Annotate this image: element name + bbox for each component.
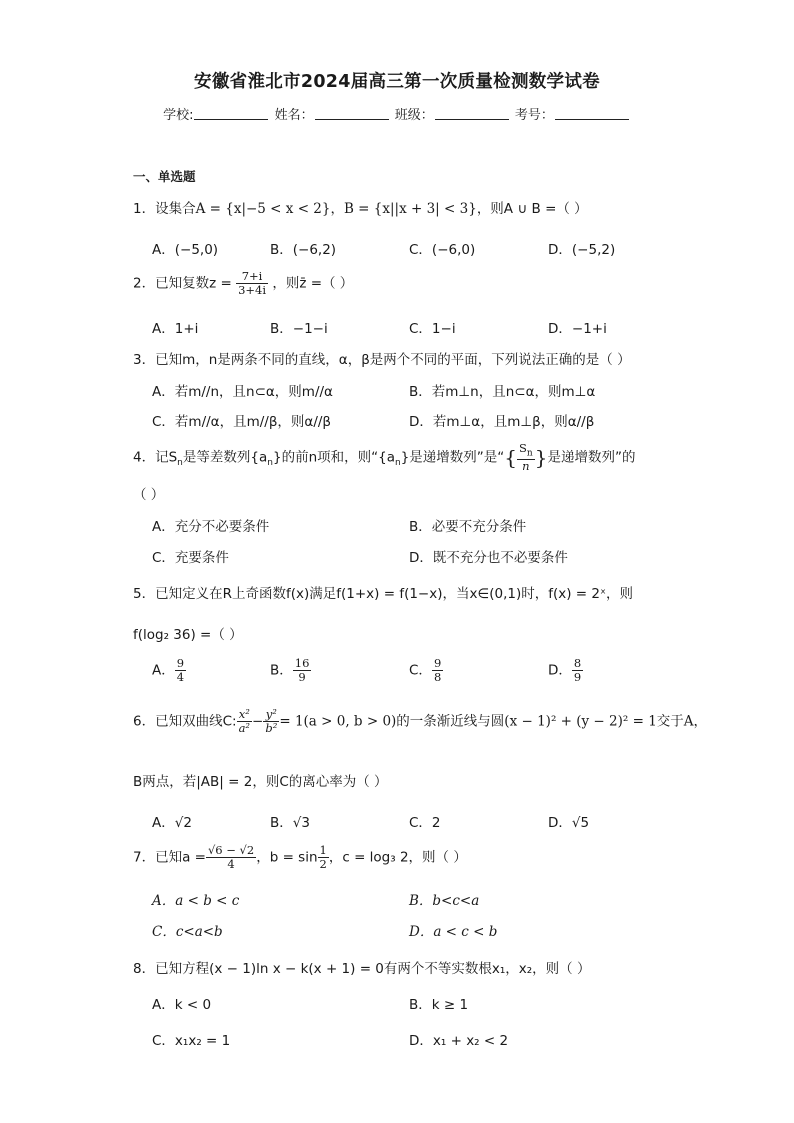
question-2-option-b[interactable]: B．−1−i [270, 321, 328, 337]
question-5-stem: 5．已知定义在R上奇函数f(x)满足f(1+x) = f(1−x)，当x∈(0,1)时，f(x) = 2ˣ，则 [133, 586, 633, 602]
number-blank[interactable] [555, 107, 629, 120]
fraction: $\frac{S_n}{n}$ [519, 441, 533, 473]
question-2-option-d[interactable]: D．−1+i [548, 321, 607, 337]
question-8-option-a[interactable]: A．k < 0 [152, 997, 212, 1013]
question-8-option-d[interactable]: D．x₁ + x₂ < 2 [409, 1033, 509, 1049]
question-6-option-c[interactable]: C．2 [409, 815, 441, 831]
question-4-option-d[interactable]: D．既不充分也不必要条件 [409, 550, 568, 566]
question-3-stem: 3．已知m，n是两条不同的直线，α，β是两个不同的平面，下列说法正确的是（ ） [133, 352, 631, 368]
question-4-stem: 4．记$S_n$是等差数列$\{a_n\}$的前n项和，则“$\{a_n\}$是递增数列”是“{ $\frac{S_n}{n}$ }是递增数列”的 [133, 441, 636, 473]
question-6-stem-continued: B两点，若|AB| = 2，则C的离心率为（ ） [133, 774, 388, 790]
question-2-stem: 2．已知复数z = $\frac{7+i}{3+4i}$ ，则z̄ =（ ） [133, 269, 354, 298]
fraction: $\frac{\text{x²}}{\text{a²}}$ [238, 707, 251, 736]
fraction: $\frac{7+i}{3+4i}$ [238, 269, 267, 298]
question-8-option-b[interactable]: B．k ≥ 1 [409, 997, 469, 1013]
class-blank[interactable] [435, 107, 509, 120]
question-1-option-a[interactable]: A．(−5,0) [152, 242, 219, 258]
question-6-option-b[interactable]: B．√3 [270, 815, 310, 831]
student-info-line [0, 104, 794, 123]
question-5-option-c[interactable]: C． $\frac{9}{8}$ [409, 656, 442, 685]
section-heading: 一、单选题 [133, 169, 196, 184]
class-label: 班级： [394, 108, 434, 123]
question-5-option-d[interactable]: D． $\frac{8}{9}$ [548, 656, 582, 685]
question-7-option-a[interactable]: A．a < b < c [152, 893, 240, 909]
question-5-option-a[interactable]: A． $\frac{9}{4}$ [152, 656, 185, 685]
fraction: $\frac{√6 - √2}{4}$ [207, 843, 255, 872]
fraction: $\frac{\text{y²}}{\text{b²}}$ [265, 707, 278, 736]
question-2-option-a[interactable]: A．1+i [152, 321, 199, 337]
question-4-option-c[interactable]: C．充要条件 [152, 550, 229, 566]
question-3-option-d[interactable]: D．若m⊥α，且m⊥β，则α//β [409, 414, 595, 430]
question-6-stem: 6．已知双曲线C: $\frac{\text{x²}}{\text{a²}}$ − $\frac{\text{y²}}{\text{b²}}$ = 1(a > 0, b > 0)的一条渐近线与圆(x − 1)² + (y − 2)² = 1交于A， [133, 707, 708, 736]
number-label: 考号： [514, 108, 554, 123]
question-3-option-a[interactable]: A．若m//n，且n⊂α，则m//α [152, 384, 333, 400]
question-7-option-d[interactable]: D．a < c < b [409, 924, 498, 940]
question-4-option-a[interactable]: A．充分不必要条件 [152, 519, 270, 535]
question-1-option-b[interactable]: B．(−6,2) [270, 242, 337, 258]
question-7-stem: 7．已知a = $\frac{√6 - √2}{4}$ ，b = sin $\frac{1}{2}$ ，c = log₃ 2，则（ ） [133, 843, 467, 872]
question-5-option-b[interactable]: B． $\frac{16}{9}$ [270, 656, 310, 685]
question-3-option-c[interactable]: C．若m//α，且m//β，则α//β [152, 414, 332, 430]
question-7-option-b[interactable]: B．b<c<a [409, 893, 480, 909]
question-3-option-b[interactable]: B．若m⊥n，且n⊂α，则m⊥α [409, 384, 596, 400]
school-blank[interactable] [194, 107, 268, 120]
question-6-option-d[interactable]: D．√5 [548, 815, 590, 831]
name-blank[interactable] [315, 107, 389, 120]
question-8-option-c[interactable]: C．x₁x₂ = 1 [152, 1033, 231, 1049]
question-1-stem: 1．设集合A = {x|−5 < x < 2}，B = {x||x + 3| < 3}，则A ∪ B =（ ） [133, 201, 588, 217]
question-1-option-c[interactable]: C．(−6,0) [409, 242, 476, 258]
fraction: $\frac{1}{2}$ [319, 843, 327, 872]
question-2-option-c[interactable]: C．1−i [409, 321, 456, 337]
question-7-option-c[interactable]: C．c<a<b [152, 924, 223, 940]
question-5-stem-continued: f(log₂ 36) =（ ） [133, 627, 243, 643]
question-8-stem: 8．已知方程(x − 1)ln x − k(x + 1) = 0有两个不等实数根x₁，x₂，则（ ） [133, 961, 591, 977]
question-1-option-d[interactable]: D．(−5,2) [548, 242, 616, 258]
question-4-option-b[interactable]: B．必要不充分条件 [409, 519, 527, 535]
school-label: 学校: [163, 108, 194, 123]
question-6-option-a[interactable]: A．√2 [152, 815, 192, 831]
page-title: 安徽省淮北市2024届高三第一次质量检测数学试卷 [194, 72, 600, 92]
question-4-paren: （ ） [133, 487, 165, 503]
name-label: 姓名： [274, 108, 314, 123]
